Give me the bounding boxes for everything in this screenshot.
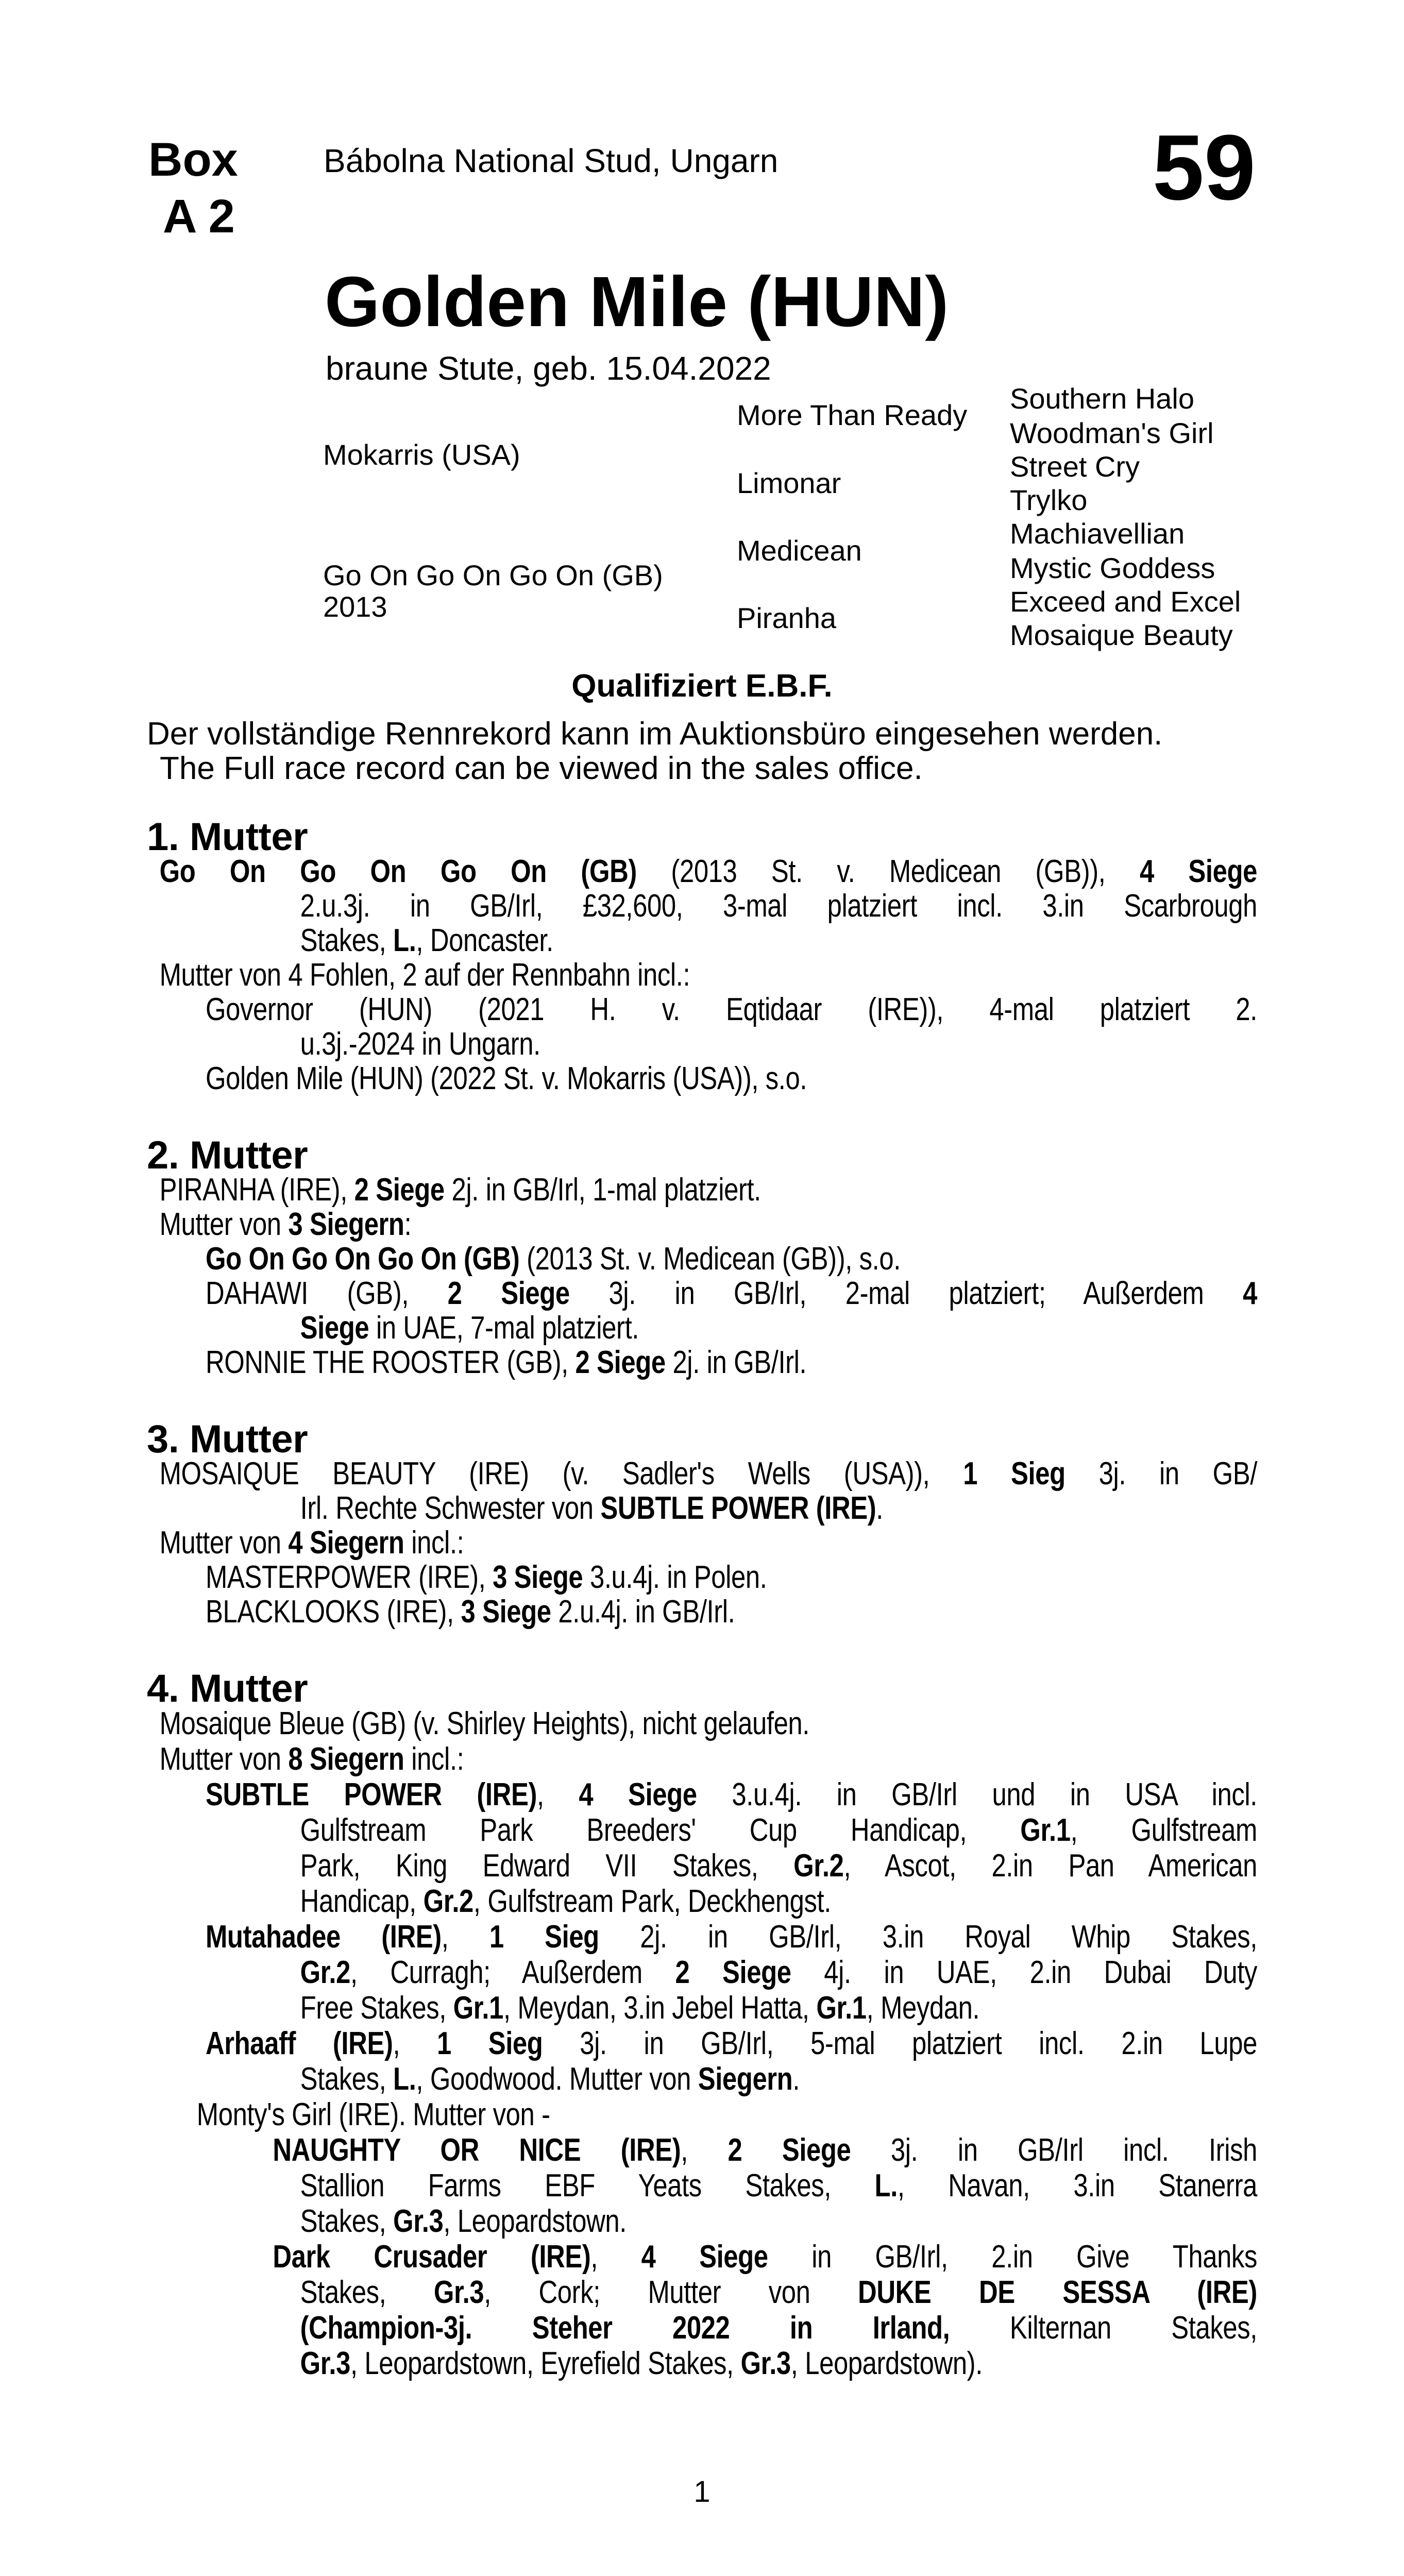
regular-text: Mutter von: [159, 1525, 289, 1561]
pedigree-grandsire: More Than Ready: [737, 399, 968, 431]
regular-text: .: [792, 2061, 800, 2097]
regular-text: in GB/Irl, 2.in Give Thanks: [768, 2239, 1257, 2275]
text-line: [147, 1812, 1257, 1848]
bold-text: 1 Sieg: [963, 1456, 1065, 1492]
regular-text: MASTERPOWER (IRE),: [205, 1560, 493, 1595]
regular-text: Irl. Rechte Schwester von: [300, 1490, 601, 1526]
bold-text: 3 Siegern: [288, 1207, 404, 1242]
pedigree-ancestor: Woodman's Girl: [1010, 417, 1214, 449]
race-record-notice: [147, 717, 1257, 786]
regular-text: ,: [393, 2026, 437, 2061]
section-lines: [147, 854, 1257, 1096]
text-line: [147, 1061, 1257, 1096]
regular-text: Monty's Girl (IRE). Mutter von -: [196, 2097, 550, 2132]
regular-text: in UAE, 7-mal platziert.: [369, 1310, 639, 1346]
pedigree-ancestor: Southern Halo: [1010, 382, 1195, 415]
bold-text: Gr.2: [793, 1848, 844, 1884]
bold-text: Gr.1: [816, 1990, 867, 2026]
regular-text: 2.u.3j. in GB/Irl, £32,600, 3-mal platziert incl. 3.in Scarbrough: [300, 888, 1257, 924]
section-heading: [147, 1667, 1257, 1710]
regular-text: ,: [536, 1777, 579, 1812]
bold-text: Siegern: [698, 2061, 793, 2097]
regular-text: , Gulfstream: [1070, 1812, 1257, 1848]
bold-text: Gr.2: [423, 1884, 473, 1919]
regular-text: 2j. in GB/Irl, 3.in Royal Whip Stakes,: [599, 1919, 1257, 1955]
text-line: [147, 2346, 1257, 2381]
bold-text: Gr.3: [393, 2204, 444, 2239]
text-line: [147, 1955, 1257, 1990]
regular-text: Free Stakes,: [300, 1990, 453, 2026]
regular-text: 2j. in GB/Irl, 1-mal platziert.: [444, 1172, 761, 1208]
section-heading-text: 4. Mutter: [147, 1667, 308, 1710]
regular-text: Stakes,: [300, 2061, 394, 2097]
section-4-mutter: [147, 1667, 1257, 2381]
regular-text: Golden Mile (HUN) (2022 St. v. Mokarris (USA)), s.o.: [205, 1061, 807, 1096]
text-line: [147, 923, 1257, 958]
text-line: [147, 1456, 1257, 1491]
regular-text: BLACKLOOKS (IRE),: [205, 1594, 461, 1630]
horse-name-title: Golden Mile (HUN): [325, 262, 949, 342]
bold-text: Gr.3: [740, 2346, 791, 2381]
bold-text: 3 Siege: [461, 1594, 551, 1630]
section-heading: [147, 815, 1257, 859]
text-line: [147, 2204, 1257, 2239]
pedigree-sire: Mokarris (USA): [323, 438, 520, 471]
regular-text: (2013 St. v. Medicean (GB)),: [636, 854, 1140, 889]
regular-text: 4j. in UAE, 2.in Dubai Duty: [791, 1955, 1257, 1990]
regular-text: , Cork; Mutter von: [484, 2275, 858, 2310]
text-line: [147, 2239, 1257, 2275]
bold-text: 8 Siegern: [288, 1741, 404, 1777]
regular-text: :: [404, 1207, 412, 1242]
regular-text: Kilternan Stakes,: [950, 2310, 1257, 2346]
regular-text: 2j. in GB/Irl.: [665, 1345, 807, 1380]
regular-text: incl.:: [404, 1741, 464, 1777]
pedigree-dam: Go On Go On Go On (GB): [323, 559, 663, 591]
regular-text: ,: [681, 2132, 728, 2168]
pedigree-grandsire: Medicean: [737, 534, 862, 567]
bold-text: Arhaaff (IRE): [205, 2026, 393, 2061]
regular-text: DAHAWI (GB),: [205, 1276, 448, 1311]
regular-text: 3j. in GB/Irl, 5-mal platziert incl. 2.in Lupe: [543, 2026, 1257, 2061]
bold-text: L.: [393, 2061, 416, 2097]
regular-text: 3.u.4j. in Polen.: [583, 1560, 767, 1595]
notice-english: The Full race record can be viewed in the sales office.: [160, 751, 923, 786]
regular-text: , Leopardstown).: [790, 2346, 983, 2381]
pedigree-ancestor: Exceed and Excel: [1010, 585, 1241, 618]
text-line: [147, 2168, 1257, 2204]
regular-text: Stallion Farms EBF Yeats Stakes,: [300, 2168, 875, 2204]
bold-text: 3 Siege: [493, 1560, 583, 1595]
bold-text: 4 Siege: [579, 1777, 697, 1812]
regular-text: , Gulfstream Park, Deckhengst.: [473, 1884, 831, 1919]
text-line: [147, 889, 1257, 923]
regular-text: , Ascot, 2.in Pan American: [843, 1848, 1257, 1884]
qualification-note: Qualifiziert E.B.F.: [571, 668, 833, 704]
bold-text: Gr.3: [433, 2275, 484, 2310]
bold-text: SUBTLE POWER (IRE): [600, 1490, 876, 1526]
bold-text: NAUGHTY OR NICE (IRE): [273, 2132, 681, 2168]
regular-text: Mosaique Bleue (GB) (v. Shirley Heights), nicht gelaufen.: [159, 1706, 810, 1741]
section-lines: [147, 1173, 1257, 1380]
regular-text: , Doncaster.: [416, 923, 553, 958]
text-line: [147, 1311, 1257, 1345]
pedigree-granddam: Piranha: [737, 602, 837, 634]
regular-text: Stakes,: [300, 923, 394, 958]
text-line: [147, 2275, 1257, 2310]
text-line: [147, 1777, 1257, 1812]
section-heading-text: 1. Mutter: [147, 815, 308, 859]
bold-text: DUKE DE SESSA (IRE): [858, 2275, 1257, 2310]
bold-text: 4 Siegern: [288, 1525, 404, 1561]
regular-text: Handicap,: [300, 1884, 424, 1919]
bold-text: 1 Sieg: [489, 1919, 599, 1955]
regular-text: Mutter von: [159, 1207, 289, 1242]
text-line: [147, 2310, 1257, 2346]
section-1-mutter: [147, 815, 1257, 1096]
bold-text: Gr.2: [300, 1955, 350, 1990]
bold-text: Dark Crusader (IRE): [273, 2239, 591, 2275]
bold-text: 2 Siege: [675, 1955, 791, 1990]
bold-text: SUBTLE POWER (IRE): [205, 1777, 537, 1812]
regular-text: Mutter von 4 Fohlen, 2 auf der Rennbahn incl.:: [159, 957, 690, 993]
section-3-mutter: [147, 1417, 1257, 1630]
text-line: [147, 2097, 1257, 2132]
bold-text: 2 Siege: [354, 1172, 445, 1208]
pedigree-dam-year: 2013: [323, 590, 387, 623]
bold-text: Go On Go On Go On (GB): [205, 1241, 520, 1277]
pedigree-granddam: Limonar: [737, 467, 841, 499]
text-line: [147, 1919, 1257, 1955]
regular-text: incl.:: [404, 1525, 464, 1561]
section-2-mutter: [147, 1133, 1257, 1380]
notice-german: Der vollständige Rennrekord kann im Auktionsbüro eingesehen werden.: [147, 716, 1163, 752]
text-line: [147, 1027, 1257, 1061]
lot-number: 59: [1152, 116, 1256, 219]
bold-text: 2 Siege: [575, 1345, 666, 1380]
bold-text: 2 Siege: [447, 1276, 570, 1311]
page-number: 1: [693, 2475, 711, 2509]
text-line: [147, 1345, 1257, 1380]
bold-text: L.: [393, 923, 416, 958]
text-line: [147, 1276, 1257, 1311]
bold-text: Mutahadee (IRE): [205, 1919, 442, 1955]
text-line: [147, 854, 1257, 889]
text-line: [147, 1741, 1257, 1777]
regular-text: MOSAIQUE BEAUTY (IRE) (v. Sadler's Wells (USA)),: [159, 1456, 963, 1492]
regular-text: u.3j.-2024 in Ungarn.: [300, 1026, 540, 1062]
pedigree-ancestor: Machiavellian: [1010, 517, 1185, 550]
text-line: [147, 1491, 1257, 1526]
bold-text: (Champion-3j. Steher 2022 in Irland,: [300, 2310, 950, 2346]
text-line: [147, 2026, 1257, 2061]
bold-text: 2 Siege: [728, 2132, 851, 2168]
pedigree-ancestor: Street Cry: [1010, 450, 1140, 483]
regular-text: Stakes,: [300, 2204, 394, 2239]
bold-text: 4 Siege: [641, 2239, 768, 2275]
bold-text: Siege: [300, 1310, 369, 1346]
regular-text: Park, King Edward VII Stakes,: [300, 1848, 794, 1884]
bold-text: Go On Go On Go On (GB): [159, 854, 637, 889]
section-heading: [147, 1133, 1257, 1177]
regular-text: ,: [441, 1919, 489, 1955]
section-heading-text: 2. Mutter: [147, 1133, 308, 1177]
regular-text: Governor (HUN) (2021 H. v. Eqtidaar (IRE)), 4-mal platziert 2.: [205, 992, 1257, 1027]
text-line: [147, 1595, 1257, 1629]
pedigree-ancestor: Trylko: [1010, 484, 1088, 516]
section-heading: [147, 1417, 1257, 1461]
bold-text: L.: [874, 2168, 898, 2204]
section-heading-text: 3. Mutter: [147, 1417, 308, 1461]
regular-text: , Meydan, 3.in Jebel Hatta,: [503, 1990, 817, 2026]
regular-text: 3j. in GB/Irl, 2-mal platziert; Außerdem: [569, 1276, 1243, 1311]
regular-text: (2013 St. v. Medicean (GB)), s.o.: [519, 1241, 901, 1277]
text-line: [147, 958, 1257, 992]
regular-text: , Meydan.: [866, 1990, 980, 2026]
horse-details: braune Stute, geb. 15.04.2022: [326, 350, 771, 387]
bold-text: 4: [1243, 1276, 1257, 1311]
regular-text: 3j. in GB/: [1065, 1456, 1257, 1492]
regular-text: , Goodwood. Mutter von: [416, 2061, 698, 2097]
box-number: A 2: [163, 190, 235, 243]
text-line: [147, 1560, 1257, 1595]
bold-text: Gr.3: [300, 2346, 350, 2381]
regular-text: 2.u.4j. in GB/Irl.: [551, 1594, 735, 1630]
text-line: [147, 1526, 1257, 1560]
regular-text: PIRANHA (IRE),: [159, 1172, 354, 1208]
text-line: [147, 1884, 1257, 1919]
pedigree-ancestor: Mystic Goddess: [1010, 552, 1215, 584]
section-lines: [147, 1456, 1257, 1629]
section-lines: [147, 1706, 1257, 2381]
regular-text: Stakes,: [300, 2275, 434, 2310]
consignor-name: Bábolna National Stud, Ungarn: [324, 142, 779, 179]
text-line: [147, 2061, 1257, 2097]
regular-text: 3.u.4j. in GB/Irl und in USA incl.: [697, 1777, 1257, 1812]
text-line: [147, 2132, 1257, 2168]
bold-text: Gr.1: [453, 1990, 503, 2026]
regular-text: , Leopardstown.: [443, 2204, 627, 2239]
text-line: [147, 1706, 1257, 1741]
bold-text: 1 Sieg: [437, 2026, 543, 2061]
regular-text: ,: [590, 2239, 641, 2275]
regular-text: 3j. in GB/Irl incl. Irish: [851, 2132, 1257, 2168]
text-line: [147, 1990, 1257, 2026]
regular-text: Gulfstream Park Breeders' Cup Handicap,: [300, 1812, 1021, 1848]
bold-text: 4 Siege: [1139, 854, 1257, 889]
bold-text: Gr.1: [1020, 1812, 1071, 1848]
regular-text: , Curragh; Außerdem: [350, 1955, 675, 1990]
text-line: [147, 1848, 1257, 1884]
regular-text: , Leopardstown, Eyrefield Stakes,: [350, 2346, 741, 2381]
regular-text: Mutter von: [159, 1741, 289, 1777]
pedigree-ancestor: Mosaique Beauty: [1010, 619, 1233, 651]
text-line: [147, 1173, 1257, 1207]
regular-text: RONNIE THE ROOSTER (GB),: [205, 1345, 576, 1380]
box-label: Box: [148, 133, 238, 186]
text-line: [147, 1207, 1257, 1242]
regular-text: .: [876, 1490, 884, 1526]
regular-text: , Navan, 3.in Stanerra: [897, 2168, 1257, 2204]
text-line: [147, 992, 1257, 1027]
text-line: [147, 1242, 1257, 1276]
